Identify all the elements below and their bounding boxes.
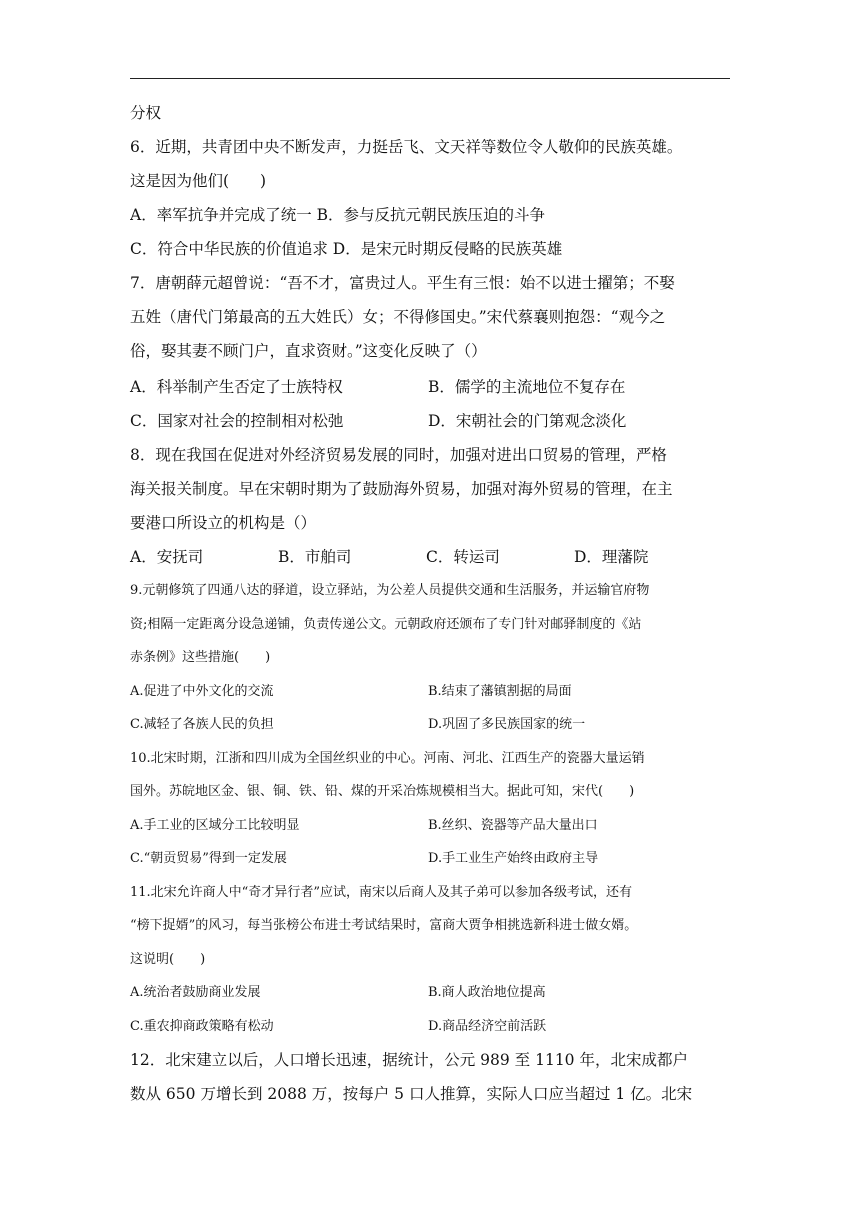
question-10-options-row-2 [130, 842, 730, 876]
question-8 [130, 438, 730, 574]
question-11 [130, 876, 730, 1044]
question-10-stem-line-2: 国外。苏皖地区金、银、铜、铁、铅、煤的开采冶炼规模相当大。据此可知，宋代( ) [130, 784, 635, 799]
question-8-stem-line-1: 8．现在我国在促进对外经济贸易发展的同时，加强对进出口贸易的管理，严格 [130, 446, 667, 464]
option-a: A.促进了中外文化的交流 [130, 683, 274, 699]
option-d: D.巩固了多民族国家的统一 [428, 717, 586, 732]
question-6-stem-line-2: 这是因为他们( ) [130, 172, 267, 190]
document-body [130, 96, 730, 1111]
question-12-stem-line-1: 12．北宋建立以后，人口增长迅速，据统计，公元 989 至 1110 年，北宋成都户 [130, 1051, 688, 1069]
question-6-stem-line-1: 6．近期，共青团中央不断发声，力挺岳飞、文天祥等数位令人敬仰的民族英雄。 [130, 138, 683, 156]
question-11-stem-line-2: “榜下捉婿”的风习，每当张榜公布进士考试结果时，富商大贾争相挑选新科进士做女婿。 [130, 918, 638, 933]
question-11-options-row-2 [130, 1010, 730, 1044]
option-b: B.丝织、瓷器等产品大量出口 [428, 817, 598, 833]
option-c: C．转运司 [426, 548, 500, 566]
question-9-stem-line-3: 赤条例》这些措施( ) [130, 650, 271, 665]
question-10 [130, 742, 730, 876]
option-d: D.手工业生产始终由政府主导 [428, 851, 599, 866]
option-c: C.减轻了各族人民的负担 [130, 717, 274, 732]
question-7-options-row-2 [130, 404, 730, 438]
option-a: A.手工业的区域分工比较明显 [130, 817, 300, 833]
question-10-options-row-1 [130, 809, 730, 843]
question-12 [130, 1043, 730, 1111]
question-7-options-row-1 [130, 370, 730, 404]
question-9-stem-line-2: 资;相隔一定距离分设急递铺，负责传递公文。元朝政府还颁布了专门针对邮驿制度的《站 [130, 616, 642, 632]
option-a: A.统治者鼓励商业发展 [130, 985, 261, 1000]
option-b: B.商人政治地位提高 [428, 985, 546, 1000]
option-c: C．国家对社会的控制相对松弛 [130, 412, 344, 430]
question-10-stem-line-1: 10.北宋时期，江浙和四川成为全国丝织业的中心。河南、河北、江西生产的瓷器大量运销 [130, 750, 645, 766]
question-8-stem-line-3: 要港口所设立的机构是（） [130, 514, 317, 532]
option-b: B.结束了藩镇割据的局面 [428, 683, 572, 699]
option-b: B．儒学的主流地位不复存在 [428, 378, 626, 396]
option-b: B．市舶司 [278, 548, 352, 566]
option-d: D．理藩院 [574, 548, 649, 566]
option-d: D.商品经济空前活跃 [428, 1018, 547, 1034]
question-9-options-row-1 [130, 675, 730, 709]
question-11-options-row-1 [130, 976, 730, 1010]
option-a: A．安抚司 [130, 548, 204, 566]
option-c: C.重农抑商政策略有松动 [130, 1018, 274, 1034]
question-9-options-row-2 [130, 708, 730, 742]
question-11-stem-line-1: 11.北宋允许商人中“奇才异行者”应试，南宋以后商人及其子弟可以参加各级考试，还有 [130, 884, 632, 900]
question-7-stem-line-2: 五姓（唐代门第最高的五大姓氏）女；不得修国史。”宋代蔡襄则抱怨：“观今之 [130, 308, 666, 326]
question-7-stem-line-1: 7．唐朝薛元超曾说：“吾不才，富贵过人。平生有三恨：始不以进士擢第；不娶 [130, 274, 675, 292]
option-c: C.“朝贡贸易”得到一定发展 [130, 851, 287, 866]
question-9-stem-line-1: 9.元朝修筑了四通八达的驿道，设立驿站，为公差人员提供交通和生活服务，并运输官府物 [130, 583, 650, 598]
option-a: A．科举制产生否定了士族特权 [130, 378, 343, 396]
option-d: D．宋朝社会的门第观念淡化 [428, 412, 627, 430]
header-rule [130, 78, 730, 79]
top-fragment: 分权 [130, 104, 162, 122]
question-11-stem-line-3: 这说明( ) [130, 951, 206, 967]
question-7-stem-line-3: 俗，娶其妻不顾门户，直求资财。”这变化反映了（） [130, 342, 487, 360]
question-12-stem-line-2: 数从 650 万增长到 2088 万，按每户 5 口人推算，实际人口应当超过 1 亿。北宋 [130, 1085, 693, 1103]
question-9 [130, 574, 730, 742]
question-8-options-row [130, 540, 730, 574]
question-6-options-row-2: C．符合中华民族的价值追求 D．是宋元时期反侵略的民族英雄 [130, 240, 563, 258]
question-7 [130, 266, 730, 438]
question-6-options-row-1: A．率军抗争并完成了统一 B．参与反抗元朝民族压迫的斗争 [130, 206, 546, 224]
question-8-stem-line-2: 海关报关制度。早在宋朝时期为了鼓励海外贸易，加强对海外贸易的管理，在主 [130, 480, 673, 498]
question-6 [130, 130, 730, 266]
